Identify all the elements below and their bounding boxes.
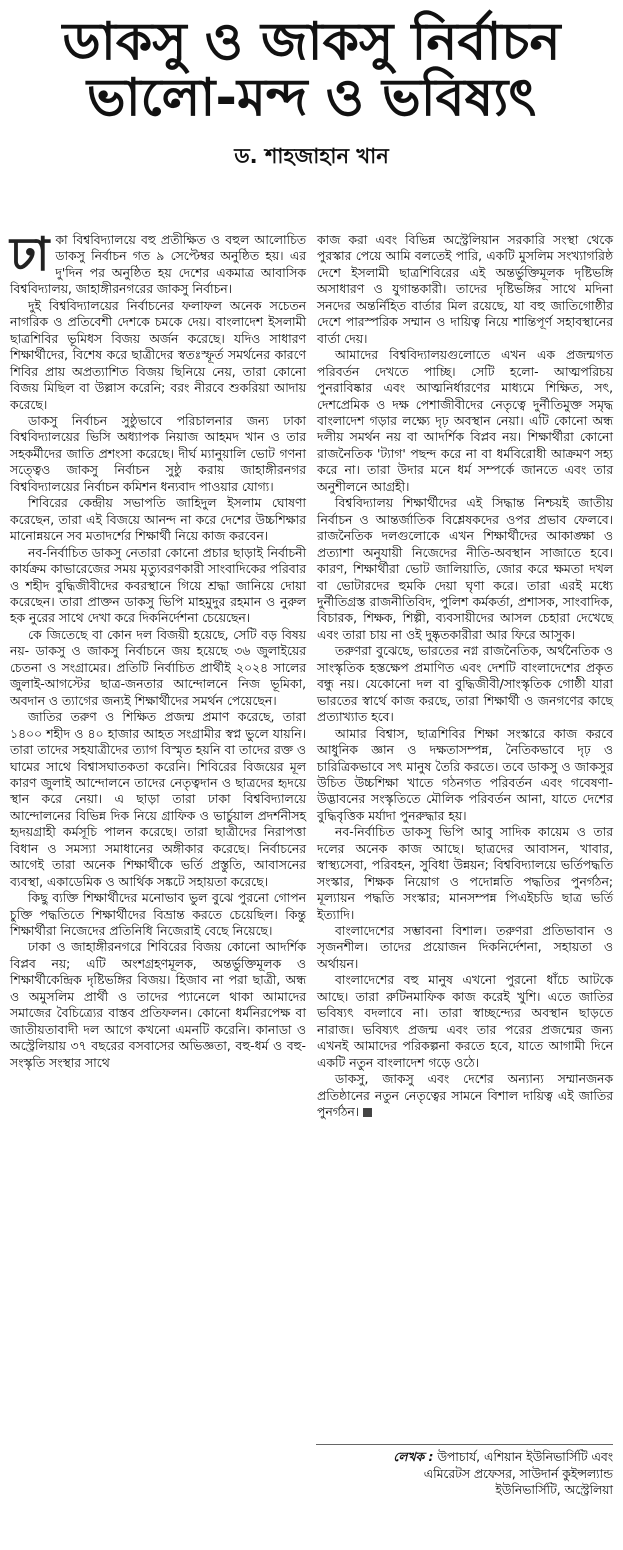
article-body: [10, 227, 613, 1120]
paragraph: [317, 1071, 613, 1120]
drop-cap: ঢা: [10, 227, 50, 281]
paragraph: ডাকসু নির্বাচন সুষ্ঠুভাবে পরিচালনার জন্য ঢাকা বিশ্ববিদ্যালয়ের ভিসি অধ্যাপক নিয়াজ আহমদ খান ও তার সহকর্মীদের জাতি প্রশংসা করেছে। দীর্ঘ ম্যানুয়ালি ভোট গণনা সত্ত্বেও জাকসু নির্বাচন সুষ্ঠু করায় জাহাঙ্গীরনগর বিশ্ববিদ্যালয়ের নির্বাচন কমিশন ধন্যবাদ পাওয়ার যোগ্য।: [10, 413, 306, 494]
headline-line-1: ডাকসু ও জাকসু নির্বাচন: [62, 12, 561, 72]
paragraph: বিশ্ববিদ্যালয় শিক্ষার্থীদের এই সিদ্ধান্ত নিশ্চয়ই জাতীয় নির্বাচন ও আন্তর্জাতিক বিশ্লেষকদের ওপর প্রভাব ফেলবে। রাজনৈতিক দলগুলোকে এখন শিক্ষার্থীদের আকাঙ্ক্ষা ও প্রত্যাশা অনুযায়ী নিজেদের নীতি-অবস্থান সাজাতে হবে। কারণ, শিক্ষার্থীরা ভোট জালিয়াতি, জোর করে ক্ষমতা দখল বা ভোটারদের হুমকি দেয়া ঘৃণা করে। তারা এরই মধ্যে দুর্নীতিগ্রস্ত রাজনীতিবিদ, পুলিশ কর্মকর্তা, প্রশাসক, সাংবাদিক, বিচারক, শিক্ষক, শিল্পী, ব্যবসায়ীদের আসল চেহারা দেখেছে এবং তারা চায় না ওই দুষ্কৃতকারীরা আর ফিরে আসুক।: [317, 496, 613, 642]
paragraph: নব-নির্বাচিত ডাকসু ভিপি আবু সাদিক কায়েম ও তার দলের অনেক কাজ আছে। ছাত্রদের আবাসন, খাবার, স্বাস্থ্যসেবা, পরিবহন, সুবিধা উন্নয়ন; বিশ্ববিদ্যালয়ে ভর্তিপদ্ধতি সংস্কার, শিক্ষক নিয়োগ ও পদোন্নতি পদ্ধতির পুনর্গঠন; মূল্যায়ন পদ্ধতি সংস্কার; মানসম্পন্ন পিএইচডি ছাত্র ভর্তি ইত্যাদি।: [317, 825, 613, 922]
paragraph: শিবিরের কেন্দ্রীয় সভাপতি জাহিদুল ইসলাম ঘোষণা করেছেন, তারা এই বিজয়ে আনন্দ না করে দেশের উচ্চশিক্ষার মানোন্নয়নে সব মতাদর্শের শিক্ষার্থী নিয়ে কাজ করবেন।: [10, 496, 306, 544]
paragraph: বাংলাদেশের সম্ভাবনা বিশাল। তরুণরা প্রতিভাবান ও সৃজনশীল। তাদের প্রয়োজন দিকনির্দেশনা, সহায়তা ও অর্থায়ন।: [317, 924, 613, 971]
author-line-1: [316, 1449, 613, 1466]
column-1: [10, 227, 306, 1120]
column-2: [317, 232, 613, 1120]
paragraph-text: ডাকসু, জাকসু এবং দেশের অন্যান্য সম্মানজনক প্রতিষ্ঠানের নতুন নেতৃত্বের সামনে বিশাল দায়িত্ব এই জাতির পুনর্গঠন।: [317, 1072, 613, 1120]
paragraph: দুই বিশ্ববিদ্যালয়ের নির্বাচনের ফলাফল অনেক সচেতন নাগরিক ও প্রতিবেশী দেশকে চমকে দেয়। বাংলাদেশ ইসলামী ছাত্রশিবির ভূমিধস বিজয় অর্জন করেছে। যদিও সাধারণ শিক্ষার্থীদের, বিশেষ করে ছাত্রীদের স্বতঃস্ফূর্ত সমর্থনের কারণে শিবির প্রায় অপ্রত্যাশিত বিজয় ছিনিয়ে নেয়, তারা কোনো বিজয় মিছিল বা উল্লাস করেনি; বরং নীরবে শুকরিয়া আদায় করেছে।: [10, 298, 306, 412]
paragraph: নব-নির্বাচিত ডাকসু নেতারা কোনো প্রচার ছাড়াই নির্বাচনী কার্যক্রম কাভারেজের সময় মৃত্যুবরণকারী সাংবাদিকের পরিবার ও শহীদ বুদ্ধিজীবীদের কবরস্থানে গিয়ে শ্রদ্ধা জানিয়ে দোয়া করেছেন। তারা প্রাক্তন ডাকসু ভিপি মাহমুদুর রহমান ও নুরুল হক নুরের সাথে দেখা করে দিকনির্দেশনা চেয়েছেন।: [10, 545, 306, 626]
headline-line-2: ভালো-মন্দ ও ভবিষ্যৎ: [86, 68, 537, 129]
paragraph-text: কা বিশ্ববিদ্যালয়ে বহু প্রতীক্ষিত ও বহুল আলোচিত ডাকসু নির্বাচন গত ৯ সেপ্টেম্বর অনুষ্ঠিত হয়। এর দু'দিন পর অনুষ্ঠিত হয় দেশের একমাত্র আবাসিক বিশ্ববিদ্যালয়, জাহাঙ্গীরনগরের জাকসু নির্বাচন।: [10, 233, 306, 297]
author-note: [316, 1444, 613, 1499]
author-line-1-text: উপাচার্য, এশিয়ান ইউনিভার্সিটি এবং: [437, 1450, 613, 1464]
paragraph: জাতির তরুণ ও শিক্ষিত প্রজন্ম প্রমাণ করেছে, তারা ১৪০০ শহীদ ও ৪০ হাজার আহত সংগ্রামীর স্বপ্ন ভুলে যায়নি। তারা তাদের সহযাত্রীদের ত্যাগ বিস্মৃত হয়নি বা তাদের রক্ত ও ঘামের সাথে বিশ্বাসঘাতকতা করেনি। শিবিরের বিজয়ের মূল কারণ জুলাই আন্দোলনে তাদের নেতৃত্বদান ও ছাত্রদের হৃদয়ে স্থান করে নেয়া। এ ছাড়া তারা ঢাকা বিশ্ববিদ্যালয়ে আন্দোলনের বিভিন্ন দিক নিয়ে গ্রাফিক ও ভার্চুয়াল প্রদর্শনীসহ হৃদয়গ্রাহী কর্মসূচি পালন করেছে। তারা ছাত্রীদের নিরাপত্তা বিধান ও সমস্যা সমাধানের অঙ্গীকার করেছে। নির্বাচনের আগেই তারা অনেক শিক্ষার্থীকে ভর্তি প্রস্তুতি, আবাসনের ব্যবস্থা, একাডেমিক ও আর্থিক সঙ্কটে সহায়তা করেছে।: [10, 710, 306, 889]
paragraph: বাংলাদেশের বহু মানুষ এখনো পুরনো ধাঁচে আটকে আছে। তারা রুটিনমাফিক কাজ করেই খুশি। এতে জাতির ভবিষ্যৎ বদলাবে না। তারা স্বাচ্ছন্দ্যের অবস্থান ছাড়তে নারাজ। ভবিষ্যৎ প্রজন্ম এবং তার পরের প্রজন্মের জন্য এখনই আমাদের পরিকল্পনা করতে হবে, যাতে আগামী দিনে একটি নতুন বাংলাদেশ গড়ে ওঠে।: [317, 973, 613, 1070]
end-mark-icon: [363, 1108, 372, 1117]
author-line-3: ইউনিভার্সিটি, অস্ট্রেলিয়া: [495, 1483, 613, 1497]
paragraph: তরুণরা বুঝেছে, ভারতের নগ্ন রাজনৈতিক, অর্থনৈতিক ও সাংস্কৃতিক হস্তক্ষেপ প্রমাণিত এবং দেশটি বাংলাদেশের প্রকৃত বন্ধু নয়। যেকোনো দল বা বুদ্ধিজীবী/সাংস্কৃতিক গোষ্ঠী যারা ভারতের স্বার্থে কাজ করছে, তারা শিক্ষার্থী ও জনগণের কাছে প্রত্যাখ্যাত হবে।: [317, 644, 613, 725]
paragraph: কে জিতেছে বা কোন দল বিজয়ী হয়েছে, সেটি বড় বিষয় নয়- ডাকসু ও জাকসু নির্বাচনে জয় হয়েছে ৩৬ জুলাইয়ের চেতনা ও সংগ্রামের। প্রতিটি নির্বাচিত প্রার্থীই ২০২৪ সালের জুলাই-আগস্টের ছাত্র-জনতার আন্দোলনে নিজ ভূমিকা, অবদান ও ত্যাগের জন্যই শিক্ষার্থীদের সমর্থন পেয়েছেন।: [10, 627, 306, 708]
paragraph: আমার বিশ্বাস, ছাত্রশিবির শিক্ষা সংস্কারে কাজ করবে আধুনিক জ্ঞান ও দক্ষতাসম্পন্ন, নৈতিকভাবে দৃঢ় ও চারিত্রিকভাবে সৎ মানুষ তৈরি করতে। তবে ডাকসু ও জাকসুর উচিত উচ্চশিক্ষা খাতে গঠনগত পরিবর্তন এবং গবেষণা-উদ্ভাবনের সংস্কৃতিতে মৌলিক পরিবর্তন আনা, যাতে দেশের বুদ্ধিবৃত্তিক মর্যাদা পুনরুদ্ধার হয়।: [317, 726, 613, 823]
paragraph: ঢাকা ও জাহাঙ্গীরনগরে শিবিরের বিজয় কোনো আদর্শিক বিপ্লব নয়; এটি অংশগ্রহণমূলক, অন্তর্ভুক্তিমূলক ও শিক্ষার্থীকেন্দ্রিক দৃষ্টিভঙ্গির বিজয়। হিজাব না পরা ছাত্রী, অন্ধ ও অমুসলিম প্রার্থী ও তাদের প্যানেলে থাকা আমাদের সমাজের বৈচিত্র্যের বাস্তব প্রতিফলন। কোনো ধর্মনিরপেক্ষ বা জাতীয়তাবাদী দল আগে কখনো এমনটি করেনি। কানাডা ও অস্ট্রেলিয়ায় ৩৭ বছরের বসবাসের অভিজ্ঞতা, বহু-ধর্ম ও বহু-সংস্কৃতি সংস্থার সাথে: [10, 940, 306, 1070]
author-label: লেখক :: [393, 1450, 434, 1464]
author-line-2: এমিরেটস প্রফেসর, সাউদার্ন কুইন্সল্যান্ড: [423, 1466, 613, 1481]
byline: ড. শাহজাহান খান: [234, 144, 389, 169]
paragraph: কাজ করা এবং বিভিন্ন অস্ট্রেলিয়ান সরকারি সংস্থা থেকে পুরস্কার পেয়ে আমি বলতেই পারি, একটি মুসলিম সংখ্যাগরিষ্ঠ দেশে ইসলামী ছাত্রশিবিরের এই অন্তর্ভুক্তিমূলক দৃষ্টিভঙ্গি অসাধারণ ও যুগান্তকারী। তাদের দৃষ্টিভঙ্গির সাথে মদিনা সনদের অন্তর্নিহিত বার্তার মিল রয়েছে, যা বহু জাতিগোষ্ঠীর দেশে পারস্পরিক সম্মান ও দায়িত্ব নিয়ে শান্তিপূর্ণ সহাবস্থানের বার্তা দেয়।: [317, 233, 613, 346]
paragraph: [10, 227, 306, 298]
paragraph: কিছু ব্যক্তি শিক্ষার্থীদের মনোভাব ভুল বুঝে পুরনো গোপন চুক্তি পদ্ধতিতে শিক্ষার্থীদের বিভ্রান্ত করতে চেয়েছিল। কিন্তু শিক্ষার্থীরা নিজেদের প্রতিনিধি নিজেরাই বেছে নিয়েছে।: [10, 891, 306, 939]
paragraph: আমাদের বিশ্ববিদ্যালয়গুলোতে এখন এক প্রজন্মগত পরিবর্তন দেখতে পাচ্ছি। সেটি হলো- আত্মপরিচয় পুনরাবিষ্কার এবং আত্মনির্ধারণের মাধ্যমে শিক্ষিত, সৎ, দেশপ্রেমিক ও দক্ষ পেশাজীবীদের নেতৃত্বে দুর্নীতিমুক্ত সমৃদ্ধ বাংলাদেশ গড়ার লক্ষ্যে দৃঢ় অবস্থান নেয়া। এটি কোনো অন্ধ দলীয় সমর্থন নয় বা আদর্শিক বিপ্লব নয়। শিক্ষার্থীরা কোনো রাজনৈতিক 'ট্যাগ' পছন্দ করে না বা ধর্মবিরোধী আক্রমণ সহ্য করে না। তারা উদার মনে ধর্ম সম্পর্কে জানতে এবং তার অনুশীলনে আগ্রহী।: [317, 348, 613, 494]
